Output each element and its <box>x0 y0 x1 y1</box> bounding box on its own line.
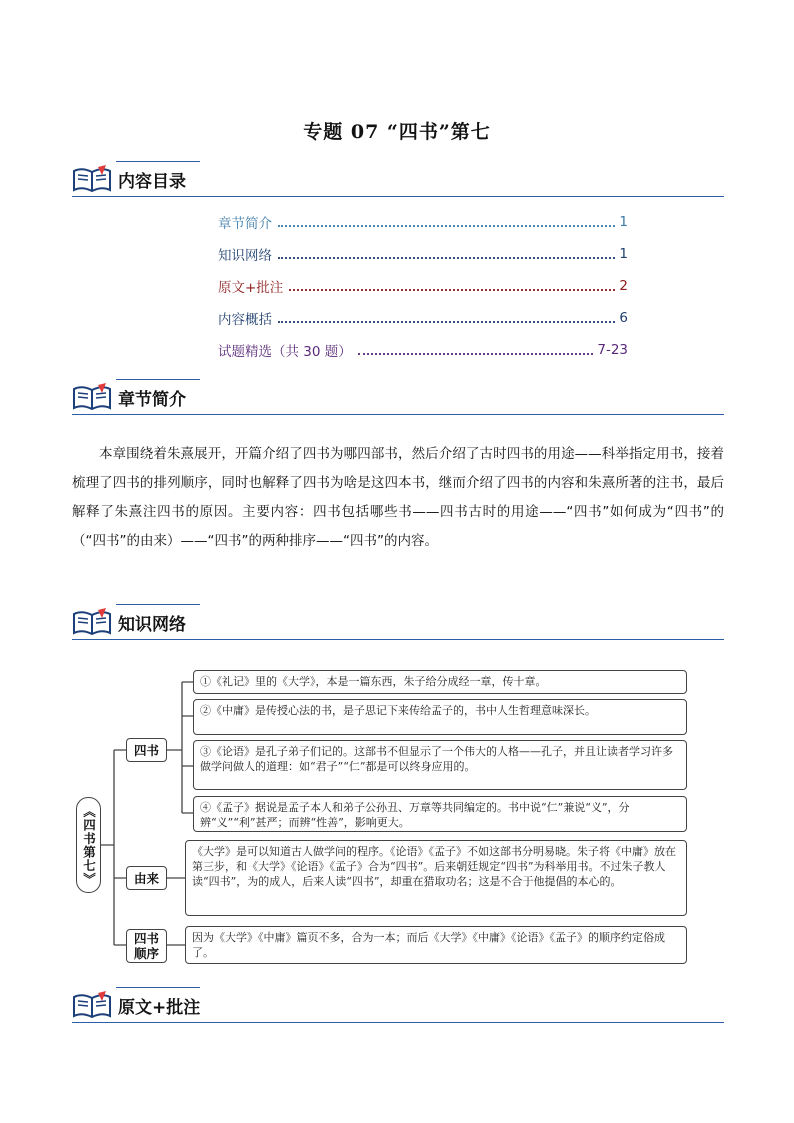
mindmap-leaf: ②《中庸》是传授心法的书，是子思记下来传给孟子的，书中人生哲理意味深长。 <box>193 699 687 735</box>
toc-item-label: 试题精选（共 30 题） <box>218 344 352 360</box>
toc-item-label: 原文+批注 <box>218 280 284 296</box>
toc-item-page: 7-23 <box>597 342 628 358</box>
mindmap-leaf: 因为《大学》《中庸》篇页不多，合为一本；而后《大学》《中庸》《论语》《孟子》的顺序约定俗成了。 <box>185 926 687 964</box>
section-header-toc <box>72 161 724 197</box>
toc-item-label: 内容概括 <box>218 312 272 328</box>
mindmap-leaf: ④《孟子》据说是孟子本人和弟子公孙丑、万章等共同编定的。书中说“仁”兼说“义”，分辨“义”“利”甚严；而辨“性善”，影响更大。 <box>193 796 687 832</box>
toc-item-page: 1 <box>619 246 628 262</box>
book-icon <box>72 608 112 636</box>
section-header-intro <box>72 379 724 415</box>
mindmap-leaf: 《大学》是可以知道古人做学问的程序。《论语》《孟子》不如这部书分明易晓。朱子将《中庸》放在第三步，和《大学》《论语》《孟子》合为“四书”。后来朝廷规定“四书”为科举用书。不过朱子教人读“四书”，为的成人，后来人读“四书”，却重在猎取功名；这是不合于他提倡的本心的。 <box>185 840 687 916</box>
toc-item[interactable] <box>218 270 628 302</box>
toc-item[interactable] <box>218 302 628 334</box>
book-icon <box>72 165 112 193</box>
page-title: 专题 07 “四书”第七 <box>303 121 491 143</box>
mindmap-root: 《四书第七》 <box>76 797 101 893</box>
toc-item[interactable] <box>218 206 628 238</box>
toc-item-label: 章节简介 <box>218 216 272 232</box>
toc-item[interactable] <box>218 238 628 270</box>
section-title: 知识网络 <box>118 615 186 635</box>
mindmap-leaf: ①《礼记》里的《大学》，本是一篇东西，朱子给分成经一章，传十章。 <box>193 670 687 694</box>
toc-item-page: 1 <box>619 214 628 230</box>
table-of-contents <box>218 206 628 366</box>
toc-item-label: 知识网络 <box>218 248 272 264</box>
section-title: 章节简介 <box>118 390 186 410</box>
toc-item-page: 6 <box>619 310 628 326</box>
section-header-network <box>72 604 724 640</box>
mindmap-branch-sishu: 四书 <box>126 738 167 762</box>
section-title: 内容目录 <box>118 172 186 192</box>
intro-paragraph: 本章围绕着朱熹展开，开篇介绍了四书为哪四部书，然后介绍了古时四书的用途——科举指定用书，接着梳理了四书的排列顺序，同时也解释了四书为啥是这四本书，继而介绍了四书的内容和朱熹所著的注书，最后解释了朱熹注四书的原因。主要内容：四书包括哪些书——四书古时的用途——“四书”如何成为“四书”的（“四书”的由来）——“四书”的两种排序——“四书”的内容。 <box>72 446 724 549</box>
section-title: 原文+批注 <box>118 998 201 1018</box>
book-icon <box>72 991 112 1019</box>
mindmap-leaf: ③《论语》是孔子弟子们记的。这部书不但显示了一个伟大的人格——孔子，并且让读者学习许多做学问做人的道理：如“君子”“仁”都是可以终身应用的。 <box>193 740 687 790</box>
toc-item-page: 2 <box>619 278 628 294</box>
book-icon <box>72 383 112 411</box>
mindmap-branch-order: 四书顺序 <box>126 929 167 963</box>
toc-item[interactable] <box>218 334 628 366</box>
section-header-original <box>72 987 724 1023</box>
mindmap-branch-youlai: 由来 <box>126 866 167 890</box>
